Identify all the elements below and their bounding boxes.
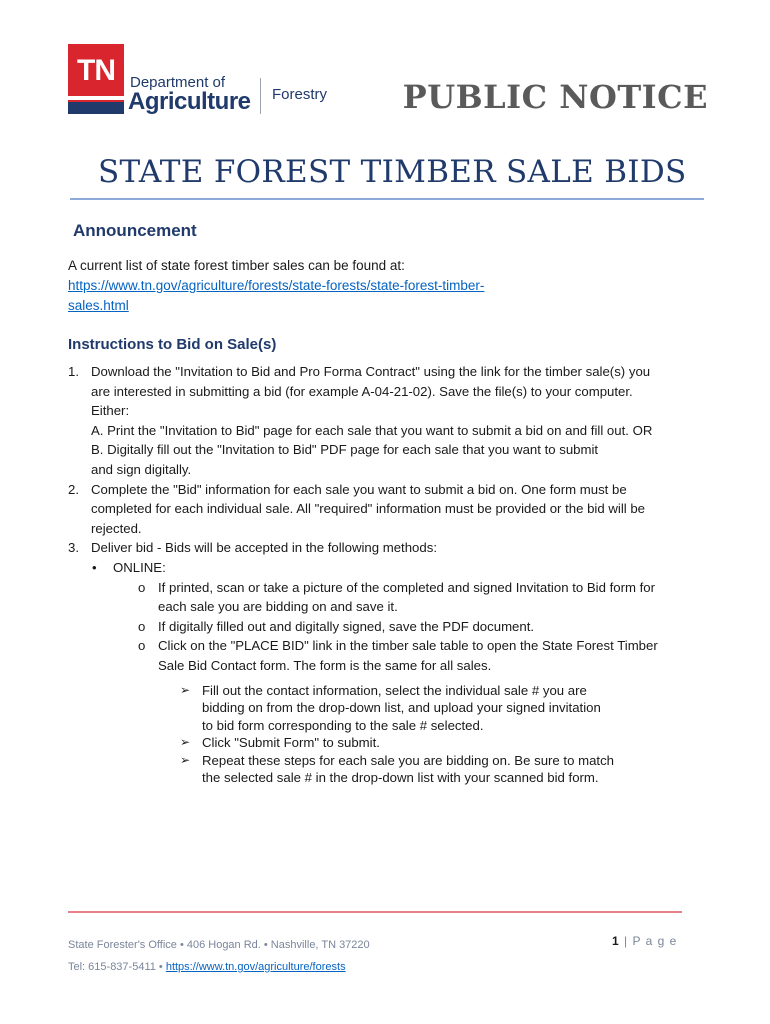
list-item [68, 362, 720, 480]
arrow-bullet [68, 734, 662, 752]
online-bullet [68, 558, 720, 578]
arrow-bullet [68, 682, 662, 735]
logo-base [68, 102, 124, 114]
timber-sales-link[interactable] [68, 278, 484, 313]
dept-line-1: Department of [130, 74, 226, 91]
item-text: Either: [91, 403, 130, 419]
sub-bullet-text: If digitally filled out and digitally signed, save the PDF document. [158, 618, 535, 634]
arrow-bullet-text: Repeat these steps for each sale you are bidding on. Be sure to match [202, 752, 614, 768]
circle-bullet-icon: o [138, 638, 146, 654]
sub-bullet-text: each sale you are bidding on and save it. [158, 599, 398, 615]
item-text: Download the "Invitation to Bid and Pro Forma Contract" using the link for the timber sale(s) you [91, 364, 651, 379]
footer-address: State Forester's Office • 406 Hogan Rd. • Nashville, TN 37220 [68, 939, 370, 951]
list-item [68, 480, 720, 539]
item-text: rejected. [91, 520, 142, 536]
item-text: and sign digitally. [91, 461, 192, 477]
arrow-bullet-icon: ➢ [180, 682, 191, 697]
bullet-text: ONLINE: [113, 559, 166, 575]
item-text: are interested in submitting a bid (for example A-04-21-02). Save the file(s) to your computer. [91, 383, 633, 399]
logo-stripe [68, 96, 124, 100]
arrow-bullet-icon: ➢ [180, 735, 191, 750]
arrow-bullet-text: the selected sale # in the drop-down list with your scanned bid form. [202, 770, 599, 786]
announcement-body [68, 256, 708, 316]
sub-bullet-text: Click on the "PLACE BID" link in the timber sale table to open the State Forest Timber [158, 638, 658, 654]
sub-bullet [68, 617, 720, 637]
footer-divider [68, 911, 682, 913]
announcement-heading: Announcement [73, 221, 197, 240]
item-number: 3. [68, 540, 79, 556]
instructions-heading: Instructions to Bid on Sale(s) [68, 336, 277, 353]
circle-bullet-icon: o [138, 579, 146, 595]
page-number [612, 934, 677, 948]
sub-bullet [68, 578, 720, 617]
instructions-list [68, 362, 720, 787]
page-header [68, 44, 708, 124]
page-label: | P a g e [619, 934, 678, 948]
division-name: Forestry [272, 86, 328, 103]
item-text: B. Digitally fill out the "Invitation to Bid" PDF page for each sale that you want to submit [91, 442, 599, 458]
tn-logo-mark: TN [77, 54, 115, 87]
public-notice-heading: PUBLIC NOTICE [402, 78, 708, 116]
arrow-bullet-text: Fill out the contact information, select the individual sale # you are [202, 682, 587, 698]
forests-link[interactable]: https://www.tn.gov/agriculture/forests [165, 961, 346, 973]
item-text: completed for each individual sale. All "required" information must be provided or the bid will be [91, 501, 646, 517]
timber-sales-link-line2: sales.html [68, 298, 129, 313]
sub-bullet-text: Sale Bid Contact form. The form is the same for all sales. [158, 657, 492, 673]
arrow-bullet-text: bidding on from the drop-down list, and upload your signed invitation [202, 700, 601, 716]
arrow-list [68, 682, 720, 788]
list-item [68, 538, 720, 558]
item-text: Deliver bid - Bids will be accepted in the following methods: [91, 540, 437, 556]
arrow-bullet-text: to bid form corresponding to the sale # selected. [202, 717, 484, 733]
item-number: 1. [68, 364, 79, 379]
footer-tel-line [68, 956, 370, 978]
footer-contact [68, 934, 370, 978]
arrow-bullet [68, 752, 662, 787]
arrow-bullet-text: Click "Submit Form" to submit. [202, 735, 380, 751]
page-title: STATE FOREST TIMBER SALE BIDS [98, 154, 687, 190]
announcement-text: A current list of state forest timber sales can be found at: [68, 258, 405, 273]
title-divider [70, 198, 704, 200]
item-text: Complete the "Bid" information for each sale you want to submit a bid on. One form must be [91, 481, 627, 497]
timber-sales-link-line1: https://www.tn.gov/agriculture/forests/state-forests/state-forest-timber- [68, 278, 485, 293]
sub-bullet-text: If printed, scan or take a picture of the completed and signed Invitation to Bid form for [158, 579, 656, 595]
logo-divider [260, 78, 261, 114]
dept-line-2: Agriculture [128, 88, 251, 115]
item-text: A. Print the "Invitation to Bid" page for each sale that you want to submit a bid on and fill out. OR [91, 422, 653, 438]
bullet-icon: • [92, 559, 97, 575]
circle-bullet-icon: o [138, 618, 146, 634]
sub-bullet [68, 636, 720, 675]
arrow-bullet-icon: ➢ [180, 752, 191, 767]
footer-tel: Tel: 615-837-5411 • [68, 961, 166, 973]
item-number: 2. [68, 481, 79, 497]
tn-logo [68, 44, 124, 114]
page-number-value: 1 [612, 934, 620, 948]
